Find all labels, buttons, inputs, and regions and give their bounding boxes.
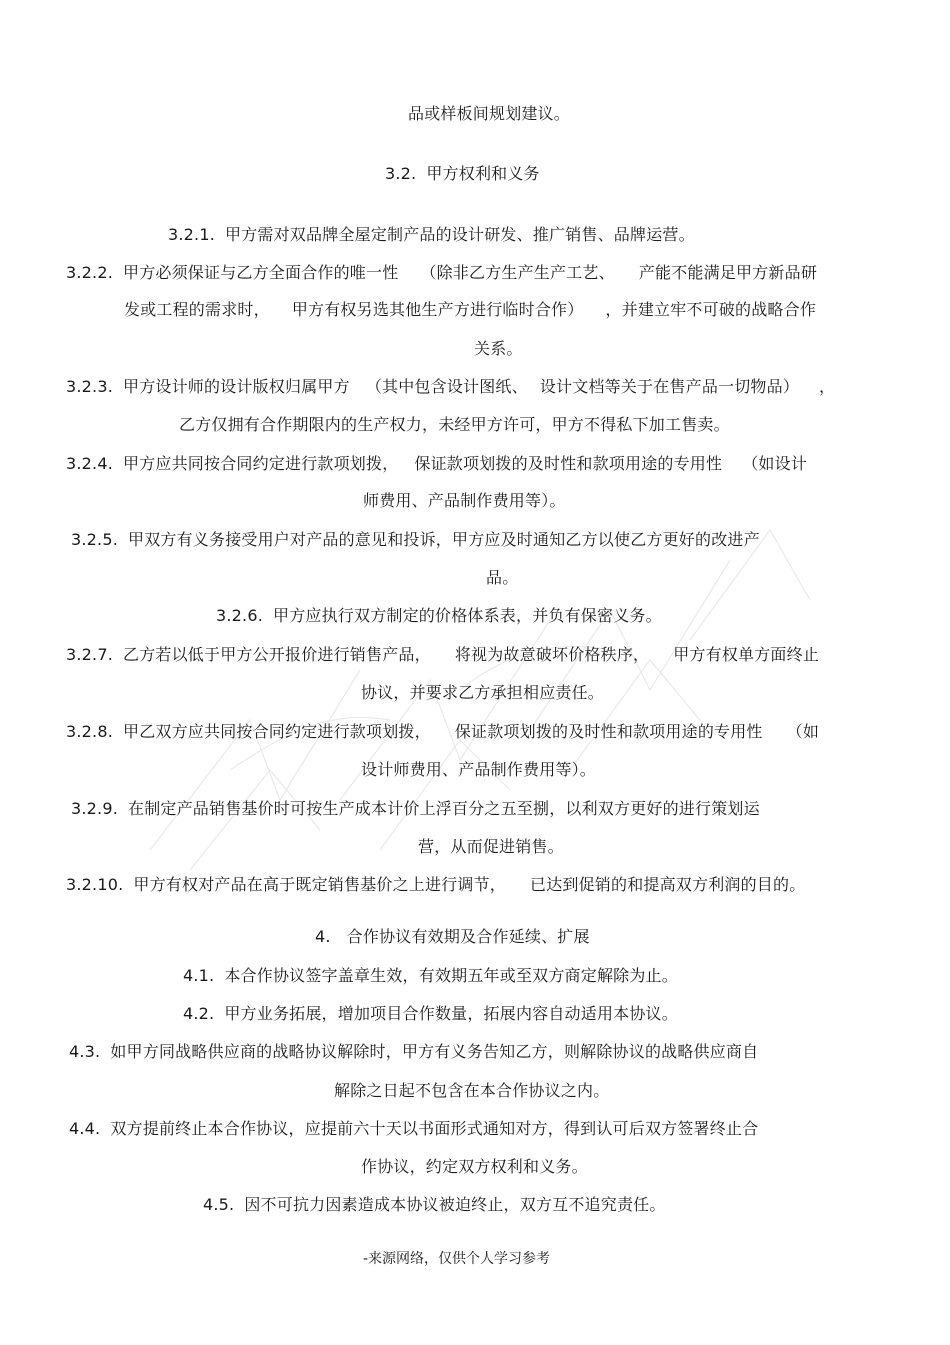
clause-4-3-cont: 解除之日起不包含在本合作协议之内。 <box>334 1081 610 1100</box>
clause-3-2-3-cont: 乙方仅拥有合作期限内的生产权力，未经甲方许可，甲方不得私下加工售卖。 <box>179 415 730 434</box>
clause-3-2-10: 3.2.10. 甲方有权对产品在高于既定销售基价之上进行调节， 已达到促销的和提高双方利润的目的。 <box>66 875 806 894</box>
clause-3-2-5: 3.2.5. 甲双方有义务接受用户对产品的意见和投诉，甲方应及时通知乙方以使乙方更好的改进产 <box>71 530 760 549</box>
clause-3-2-5-cont: 品。 <box>486 568 519 587</box>
clause-3-2-3: 3.2.3. 甲方设计师的设计版权归属甲方 （其中包含设计图纸、 设计文档等关于在售产品一切物品） ， <box>66 377 836 396</box>
clause-4-2: 4.2. 甲方业务拓展，增加项目合作数量，拓展内容自动适用本协议。 <box>183 1004 678 1023</box>
clause-4-1: 4.1. 本合作协议签字盖章生效，有效期五年或至双方商定解除为止。 <box>183 966 678 985</box>
clause-3-2-9: 3.2.9. 在制定产品销售基价时可按生产成本计价上浮百分之五至捌，以利双方更好的进行策划运 <box>71 799 760 818</box>
clause-3-2-2-tail: 关系。 <box>474 339 523 358</box>
clause-3-2-4: 3.2.4. 甲方应共同按合同约定进行款项划拨， 保证款项划拨的及时性和款项用途的专用性 （如设计 <box>66 454 808 473</box>
clause-4-5: 4.5. 因不可抗力因素造成本协议被迫终止，双方互不追究责任。 <box>203 1195 666 1214</box>
clause-3-2-2-cont: 发或工程的需求时， 甲方有权另选其他生产方进行临时合作） ，并建立牢不可破的战略合作 <box>124 300 817 319</box>
clause-3-2-8-cont: 设计师费用、产品制作费用等）。 <box>361 760 597 779</box>
section-heading-4: 4. 合作协议有效期及合作延续、扩展 <box>315 927 590 946</box>
clause-3-2-9-cont: 营，从而促进销售。 <box>418 837 564 856</box>
page-footer: -来源网络，仅供个人学习参考 <box>363 1251 551 1267</box>
clause-4-4-cont: 作协议，约定双方权利和义务。 <box>361 1157 588 1176</box>
section-heading-3-2: 3.2. 甲方权利和义务 <box>385 164 540 183</box>
clause-4-4: 4.4. 双方提前终止本合作协议，应提前六十天以书面形式通知对方，得到认可后双方签署终止合 <box>69 1119 759 1138</box>
clause-3-2-6: 3.2.6. 甲方应执行双方制定的价格体系表，并负有保密义务。 <box>216 606 662 625</box>
clause-3-2-8: 3.2.8. 甲乙双方应共同按合同约定进行款项划拨， 保证款项划拨的及时性和款项用途的专用性 （如 <box>66 722 820 741</box>
line-0: 品或样板间规划建议。 <box>408 104 571 123</box>
clause-4-3: 4.3. 如甲方同战略供应商的战略协议解除时，甲方有义务告知乙方，则解除协议的战略供应商自 <box>69 1042 759 1061</box>
clause-3-2-1: 3.2.1. 甲方需对双品牌全屋定制产品的设计研发、推广销售、品牌运营。 <box>168 225 695 244</box>
clause-3-2-4-cont: 师费用、产品制作费用等）。 <box>363 491 566 510</box>
clause-3-2-7-cont: 协议，并要求乙方承担相应责任。 <box>361 683 605 702</box>
clause-3-2-2: 3.2.2. 甲方必须保证与乙方全面合作的唯一性 （除非乙方生产生产工艺、 产能不能满足甲方新品研 <box>66 263 818 282</box>
clause-3-2-7: 3.2.7. 乙方若以低于甲方公开报价进行销售产品， 将视为故意破坏价格秩序， 甲方有权单方面终止 <box>66 645 820 664</box>
